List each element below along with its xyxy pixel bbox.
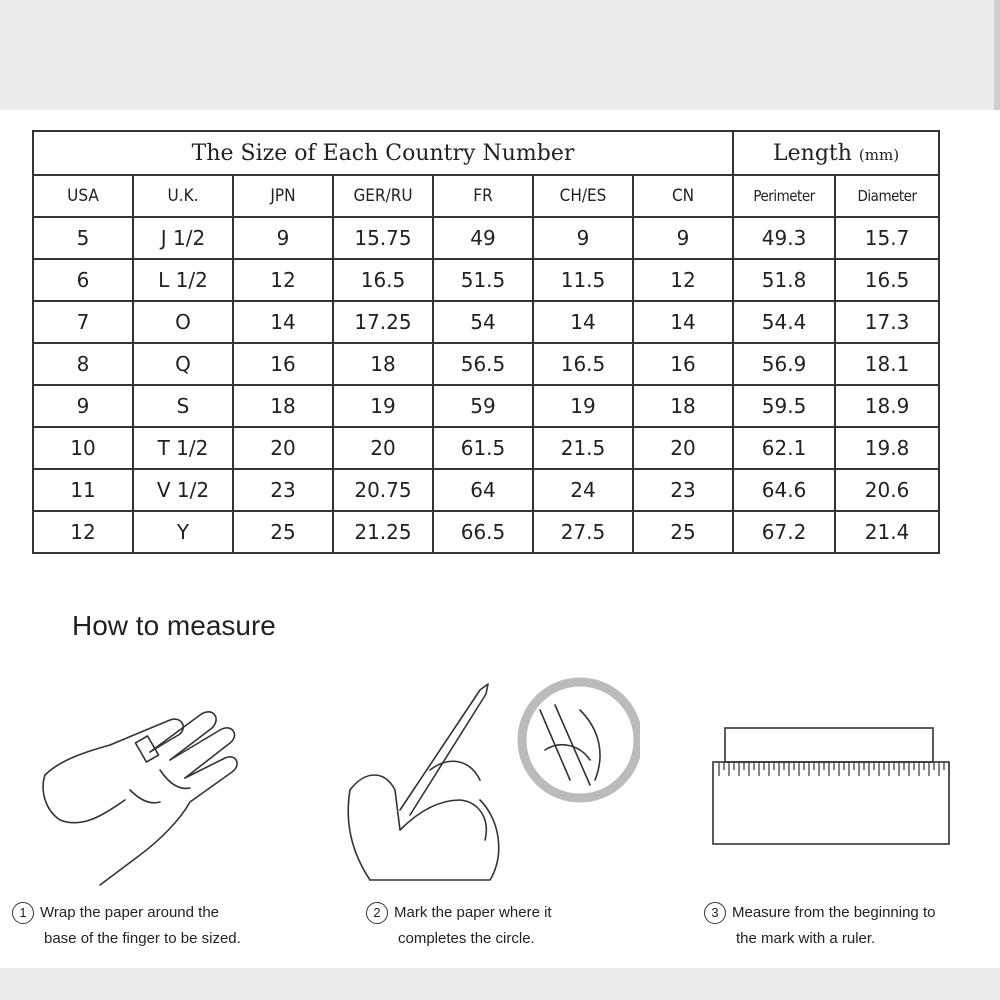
step-1 bbox=[12, 900, 241, 952]
cell-fr: 54 bbox=[433, 301, 533, 343]
cell-usa: 5 bbox=[33, 217, 133, 259]
cell-uk: V 1/2 bbox=[133, 469, 233, 511]
cell-ger-ru: 17.25 bbox=[333, 301, 433, 343]
ruler-ticks bbox=[719, 762, 949, 776]
cell-ch-es: 21.5 bbox=[533, 427, 633, 469]
cell-jpn: 18 bbox=[233, 385, 333, 427]
col-jpn: JPN bbox=[233, 175, 333, 217]
cell-usa: 8 bbox=[33, 343, 133, 385]
cell-jpn: 23 bbox=[233, 469, 333, 511]
cell-uk: Q bbox=[133, 343, 233, 385]
col-cn: CN bbox=[633, 175, 733, 217]
cell-jpn: 16 bbox=[233, 343, 333, 385]
cell-ch-es: 19 bbox=[533, 385, 633, 427]
cell-perimeter: 56.9 bbox=[733, 343, 835, 385]
cell-fr: 61.5 bbox=[433, 427, 533, 469]
table-row bbox=[33, 259, 939, 301]
cell-jpn: 14 bbox=[233, 301, 333, 343]
col-diameter: Diameter bbox=[835, 175, 939, 217]
cell-fr: 64 bbox=[433, 469, 533, 511]
cell-ger-ru: 21.25 bbox=[333, 511, 433, 553]
table-row bbox=[33, 511, 939, 553]
cell-perimeter: 51.8 bbox=[733, 259, 835, 301]
cell-cn: 16 bbox=[633, 343, 733, 385]
cell-cn: 18 bbox=[633, 385, 733, 427]
table-row bbox=[33, 343, 939, 385]
step-3-line1: Measure from the beginning to bbox=[732, 904, 936, 921]
table-row bbox=[33, 301, 939, 343]
cell-usa: 7 bbox=[33, 301, 133, 343]
cell-diameter: 17.3 bbox=[835, 301, 939, 343]
table-row bbox=[33, 385, 939, 427]
table-body bbox=[33, 217, 939, 553]
step-2-line1: Mark the paper where it bbox=[394, 904, 552, 921]
ruler-illustration bbox=[705, 722, 955, 852]
col-fr: FR bbox=[433, 175, 533, 217]
cell-perimeter: 49.3 bbox=[733, 217, 835, 259]
col-ger-ru: GER/RU bbox=[333, 175, 433, 217]
cell-ch-es: 9 bbox=[533, 217, 633, 259]
cell-perimeter: 59.5 bbox=[733, 385, 835, 427]
cell-perimeter: 64.6 bbox=[733, 469, 835, 511]
length-label: Length bbox=[773, 140, 852, 166]
step-2-number: 2 bbox=[366, 902, 388, 924]
col-ch-es: CH/ES bbox=[533, 175, 633, 217]
col-usa: USA bbox=[33, 175, 133, 217]
cell-diameter: 21.4 bbox=[835, 511, 939, 553]
cell-uk: O bbox=[133, 301, 233, 343]
cell-usa: 6 bbox=[33, 259, 133, 301]
cell-usa: 9 bbox=[33, 385, 133, 427]
col-perimeter: Perimeter bbox=[733, 175, 835, 217]
cell-fr: 56.5 bbox=[433, 343, 533, 385]
step-2-line2: completes the circle. bbox=[398, 930, 535, 947]
table-row bbox=[33, 469, 939, 511]
cell-ger-ru: 20 bbox=[333, 427, 433, 469]
cell-uk: Y bbox=[133, 511, 233, 553]
cell-ger-ru: 19 bbox=[333, 385, 433, 427]
scroll-edge bbox=[994, 0, 1000, 110]
cell-diameter: 18.9 bbox=[835, 385, 939, 427]
cell-ger-ru: 20.75 bbox=[333, 469, 433, 511]
cell-ch-es: 14 bbox=[533, 301, 633, 343]
cell-ger-ru: 15.75 bbox=[333, 217, 433, 259]
cell-ch-es: 27.5 bbox=[533, 511, 633, 553]
length-unit: (mm) bbox=[858, 145, 900, 164]
cell-diameter: 15.7 bbox=[835, 217, 939, 259]
bottom-band bbox=[0, 968, 1000, 1000]
cell-jpn: 25 bbox=[233, 511, 333, 553]
cell-fr: 51.5 bbox=[433, 259, 533, 301]
cell-diameter: 16.5 bbox=[835, 259, 939, 301]
top-band bbox=[0, 0, 1000, 110]
cell-fr: 49 bbox=[433, 217, 533, 259]
how-to-measure-title: How to measure bbox=[72, 610, 276, 641]
cell-usa: 11 bbox=[33, 469, 133, 511]
cell-diameter: 19.8 bbox=[835, 427, 939, 469]
cell-ch-es: 16.5 bbox=[533, 343, 633, 385]
cell-cn: 9 bbox=[633, 217, 733, 259]
step-1-number: 1 bbox=[12, 902, 34, 924]
cell-ger-ru: 18 bbox=[333, 343, 433, 385]
cell-jpn: 12 bbox=[233, 259, 333, 301]
cell-uk: S bbox=[133, 385, 233, 427]
length-header bbox=[733, 131, 939, 175]
cell-usa: 10 bbox=[33, 427, 133, 469]
cell-fr: 66.5 bbox=[433, 511, 533, 553]
step-2 bbox=[366, 900, 552, 952]
step-3-line2: the mark with a ruler. bbox=[736, 930, 876, 947]
cell-jpn: 20 bbox=[233, 427, 333, 469]
cell-diameter: 20.6 bbox=[835, 469, 939, 511]
cell-uk: T 1/2 bbox=[133, 427, 233, 469]
cell-jpn: 9 bbox=[233, 217, 333, 259]
cell-perimeter: 54.4 bbox=[733, 301, 835, 343]
table-row bbox=[33, 427, 939, 469]
column-header-row bbox=[33, 175, 939, 217]
step-1-line1: Wrap the paper around the bbox=[40, 904, 220, 921]
step-3 bbox=[704, 900, 935, 952]
cell-cn: 25 bbox=[633, 511, 733, 553]
cell-uk: J 1/2 bbox=[133, 217, 233, 259]
cell-ch-es: 24 bbox=[533, 469, 633, 511]
cell-ch-es: 11.5 bbox=[533, 259, 633, 301]
col-uk: U.K. bbox=[133, 175, 233, 217]
table-title-row bbox=[33, 131, 939, 175]
cell-perimeter: 67.2 bbox=[733, 511, 835, 553]
mark-paper-illustration bbox=[340, 670, 640, 890]
cell-uk: L 1/2 bbox=[133, 259, 233, 301]
cell-cn: 14 bbox=[633, 301, 733, 343]
step-1-line2: base of the finger to be sized. bbox=[44, 930, 241, 947]
cell-ger-ru: 16.5 bbox=[333, 259, 433, 301]
hand-wrap-illustration bbox=[40, 690, 270, 890]
table-row bbox=[33, 217, 939, 259]
cell-usa: 12 bbox=[33, 511, 133, 553]
country-group-header: The Size of Each Country Number bbox=[33, 131, 733, 175]
ring-size-table bbox=[32, 130, 940, 554]
cell-fr: 59 bbox=[433, 385, 533, 427]
cell-cn: 12 bbox=[633, 259, 733, 301]
cell-perimeter: 62.1 bbox=[733, 427, 835, 469]
cell-diameter: 18.1 bbox=[835, 343, 939, 385]
cell-cn: 20 bbox=[633, 427, 733, 469]
cell-cn: 23 bbox=[633, 469, 733, 511]
step-3-number: 3 bbox=[704, 902, 726, 924]
